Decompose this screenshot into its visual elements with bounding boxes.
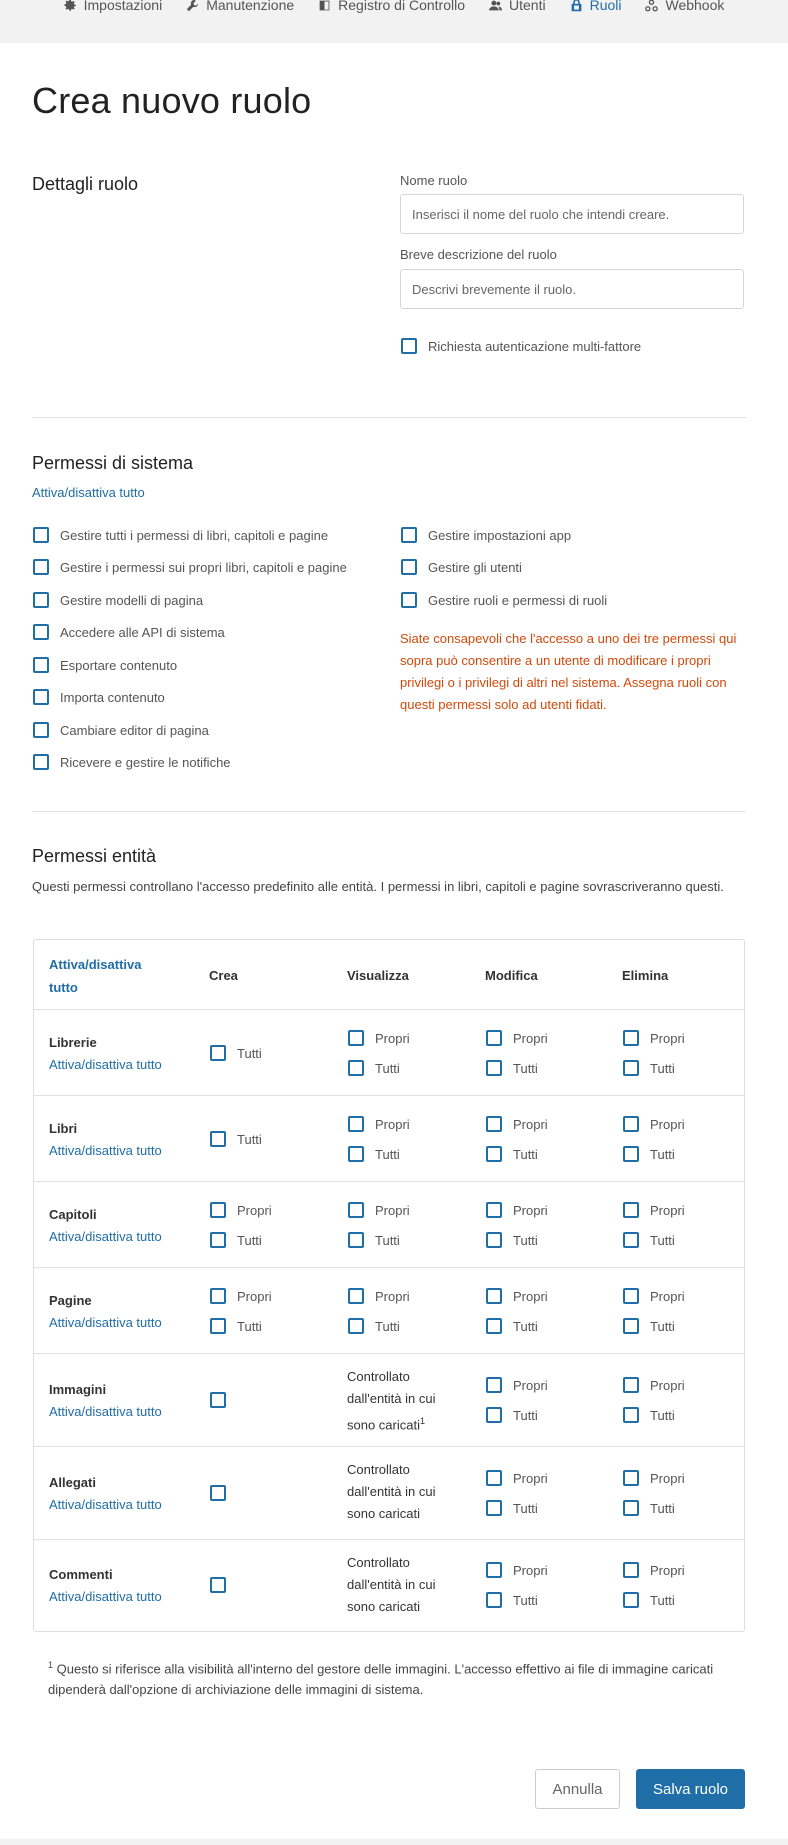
- table-row-divider: [34, 1446, 744, 1447]
- row-name-allegati: Allegati: [49, 1475, 96, 1490]
- own-label: Propri: [650, 1378, 685, 1393]
- table-row-divider: [34, 1539, 744, 1540]
- role-name-input[interactable]: [400, 194, 744, 234]
- row-toggle-all-link[interactable]: Attiva/disattiva tutto: [49, 1229, 162, 1244]
- table-row-divider: [34, 1009, 744, 1010]
- all-label: Tutti: [650, 1319, 675, 1334]
- capitoli-edit-all-checkbox[interactable]: [486, 1232, 502, 1248]
- permission-checkbox[interactable]: [33, 527, 49, 543]
- column-header-crea: Crea: [209, 968, 238, 983]
- all-label: Tutti: [650, 1408, 675, 1423]
- allegati-edit-all-checkbox[interactable]: [486, 1500, 502, 1516]
- allegati-create-checkbox[interactable]: [210, 1485, 226, 1501]
- allegati-delete-own-checkbox[interactable]: [623, 1470, 639, 1486]
- section-divider: [32, 417, 746, 418]
- immagini-edit-all-checkbox[interactable]: [486, 1407, 502, 1423]
- image-footnote: [48, 1655, 738, 1700]
- webhook-icon: [645, 0, 658, 12]
- own-label: Propri: [650, 1203, 685, 1218]
- pagine-delete-all-checkbox[interactable]: [623, 1318, 639, 1334]
- mfa-label: Richiesta autenticazione multi-fattore: [428, 339, 642, 354]
- tab-registro-di-controllo[interactable]: [318, 0, 465, 13]
- own-label: Propri: [650, 1117, 685, 1132]
- permission-label: Gestire i permessi sui propri libri, capitoli e pagine: [60, 560, 347, 575]
- all-label: Tutti: [513, 1233, 538, 1248]
- permission-checkbox[interactable]: [401, 559, 417, 575]
- libri-view-own-checkbox[interactable]: [348, 1116, 364, 1132]
- system-permissions-title: Permessi di sistema: [32, 453, 194, 473]
- librerie-edit-own-checkbox[interactable]: [486, 1030, 502, 1046]
- pagine-delete-own-checkbox[interactable]: [623, 1288, 639, 1304]
- role-description-input[interactable]: [400, 269, 744, 309]
- header-toggle-all-link[interactable]: Attiva/disattiva tutto: [49, 957, 142, 995]
- own-label: Propri: [650, 1289, 685, 1304]
- book-icon: [318, 0, 331, 12]
- system-toggle-all-link[interactable]: Attiva/disattiva tutto: [32, 485, 145, 500]
- capitoli-view-all-checkbox[interactable]: [348, 1232, 364, 1248]
- entity-permissions-title: Permessi entità: [32, 846, 157, 866]
- all-label: Tutti: [513, 1408, 538, 1423]
- all-label: Tutti: [237, 1132, 262, 1147]
- page-title: Crea nuovo ruolo: [32, 80, 312, 121]
- row-name-pagine: Pagine: [49, 1293, 92, 1308]
- capitoli-edit-own-checkbox[interactable]: [486, 1202, 502, 1218]
- permission-label: Gestire modelli di pagina: [60, 593, 204, 608]
- all-label: Tutti: [375, 1319, 400, 1334]
- permission-checkbox[interactable]: [33, 624, 49, 640]
- row-toggle-all-link[interactable]: Attiva/disattiva tutto: [49, 1315, 162, 1330]
- all-label: Tutti: [513, 1501, 538, 1516]
- capitoli-create-all-checkbox[interactable]: [210, 1232, 226, 1248]
- row-name-libri: Libri: [49, 1121, 78, 1136]
- column-header-visualizza: Visualizza: [347, 968, 409, 983]
- librerie-edit-all-checkbox[interactable]: [486, 1060, 502, 1076]
- immagini-delete-all-checkbox[interactable]: [623, 1407, 639, 1423]
- column-header-elimina: Elimina: [622, 968, 669, 983]
- gear-icon: [64, 0, 77, 12]
- own-label: Propri: [513, 1563, 548, 1578]
- table-row-divider: [34, 1267, 744, 1268]
- entity-permissions-description: Questi permessi controllano l'accesso predefinito alle entità. I permessi in libri, capitoli e pagine sovrascriveranno questi.: [32, 879, 724, 894]
- own-label: Propri: [513, 1203, 548, 1218]
- tab-impostazioni[interactable]: [64, 0, 163, 13]
- all-label: Tutti: [650, 1147, 675, 1162]
- permission-warning: Siate consapevoli che l'accesso a uno dei tre permessi qui sopra può consentire a un utente di modificare i propri privilegi o i privilegi di altri nel sistema. Assegna ruoli con questi permessi solo ad utenti fidati.: [400, 631, 737, 712]
- libri-delete-own-checkbox[interactable]: [623, 1116, 639, 1132]
- own-label: Propri: [650, 1031, 685, 1046]
- libri-create-all-checkbox[interactable]: [210, 1131, 226, 1147]
- libri-delete-all-checkbox[interactable]: [623, 1146, 639, 1162]
- permission-label: Gestire tutti i permessi di libri, capitoli e pagine: [60, 528, 329, 543]
- footnote-marker: 1: [48, 1660, 54, 1670]
- all-label: Tutti: [375, 1147, 400, 1162]
- details-section-title: Dettagli ruolo: [32, 174, 139, 194]
- row-toggle-all-link[interactable]: Attiva/disattiva tutto: [49, 1404, 162, 1419]
- librerie-view-all-checkbox[interactable]: [348, 1060, 364, 1076]
- row-name-capitoli: Capitoli: [49, 1207, 97, 1222]
- libri-edit-own-checkbox[interactable]: [486, 1116, 502, 1132]
- tab-label: Impostazioni: [83, 0, 163, 13]
- row-name-commenti: Commenti: [49, 1567, 113, 1582]
- settings-tabs: [64, 0, 725, 13]
- librerie-create-all-checkbox[interactable]: [210, 1045, 226, 1061]
- libri-edit-all-checkbox[interactable]: [486, 1146, 502, 1162]
- tab-label: Webhook: [665, 0, 725, 13]
- row-toggle-all-link[interactable]: Attiva/disattiva tutto: [49, 1143, 162, 1158]
- top-navigation: [0, 0, 788, 43]
- immagini-edit-own-checkbox[interactable]: [486, 1377, 502, 1393]
- all-label: Tutti: [650, 1061, 675, 1076]
- capitoli-create-own-checkbox[interactable]: [210, 1202, 226, 1218]
- row-toggle-all-link[interactable]: Attiva/disattiva tutto: [49, 1589, 162, 1604]
- permission-label: Gestire impostazioni app: [428, 528, 572, 543]
- permission-label: Gestire ruoli e permessi di ruoli: [428, 593, 608, 608]
- role-name-label: Nome ruolo: [400, 173, 468, 188]
- tab-ruoli[interactable]: [570, 0, 622, 13]
- permission-checkbox[interactable]: [33, 592, 49, 608]
- all-label: Tutti: [650, 1233, 675, 1248]
- tab-label: Ruoli: [589, 0, 622, 13]
- commenti-edit-own-checkbox[interactable]: [486, 1562, 502, 1578]
- capitoli-delete-own-checkbox[interactable]: [623, 1202, 639, 1218]
- librerie-delete-own-checkbox[interactable]: [623, 1030, 639, 1046]
- role-description-label: Breve descrizione del ruolo: [400, 247, 557, 262]
- librerie-view-own-checkbox[interactable]: [348, 1030, 364, 1046]
- lock-icon: [570, 0, 583, 12]
- commenti-delete-own-checkbox[interactable]: [623, 1562, 639, 1578]
- own-label: Propri: [513, 1289, 548, 1304]
- permission-label: Ricevere e gestire le notifiche: [60, 755, 231, 770]
- capitoli-view-own-checkbox[interactable]: [348, 1202, 364, 1218]
- permission-label: Cambiare editor di pagina: [60, 723, 209, 738]
- allegati-delete-all-checkbox[interactable]: [623, 1500, 639, 1516]
- pagine-create-all-checkbox[interactable]: [210, 1318, 226, 1334]
- tab-webhook[interactable]: [645, 0, 724, 13]
- all-label: Tutti: [650, 1593, 675, 1608]
- section-divider: [32, 811, 746, 812]
- permission-checkbox[interactable]: [33, 722, 49, 738]
- controlled-by-entity-text: Controllato dall'entità in cui sono caricati: [347, 1555, 436, 1614]
- capitoli-delete-all-checkbox[interactable]: [623, 1232, 639, 1248]
- wrench-icon: [186, 0, 199, 12]
- own-label: Propri: [375, 1031, 410, 1046]
- all-label: Tutti: [375, 1233, 400, 1248]
- own-label: Propri: [237, 1289, 272, 1304]
- tab-label: Manutenzione: [206, 0, 295, 13]
- immagini-delete-own-checkbox[interactable]: [623, 1377, 639, 1393]
- libri-view-all-checkbox[interactable]: [348, 1146, 364, 1162]
- permission-checkbox[interactable]: [401, 592, 417, 608]
- all-label: Tutti: [375, 1061, 400, 1076]
- permission-checkbox[interactable]: [33, 559, 49, 575]
- all-label: Tutti: [513, 1593, 538, 1608]
- all-label: Tutti: [237, 1233, 262, 1248]
- tab-label: Registro di Controllo: [338, 0, 465, 13]
- users-icon: [489, 0, 502, 12]
- permission-label: Esportare contenuto: [60, 658, 178, 673]
- permission-checkbox[interactable]: [33, 754, 49, 770]
- commenti-create-checkbox[interactable]: [210, 1577, 226, 1593]
- table-row-divider: [34, 1095, 744, 1096]
- commenti-edit-all-checkbox[interactable]: [486, 1592, 502, 1608]
- all-label: Tutti: [513, 1319, 538, 1334]
- footnote-text: Questo si riferisce alla visibilità all'interno del gestore delle immagini. L'accesso effettivo ai file di immagine caricati dipenderà dall'opzione di archiviazione delle immagini di sistema.: [48, 1661, 714, 1698]
- pagine-edit-all-checkbox[interactable]: [486, 1318, 502, 1334]
- controlled-text: Controllato dall'entità in cui sono caricati: [347, 1369, 436, 1433]
- all-label: Tutti: [237, 1319, 262, 1334]
- cancel-button[interactable]: Annulla: [535, 1769, 620, 1809]
- tab-manutenzione[interactable]: [186, 0, 294, 13]
- permission-checkbox[interactable]: [33, 657, 49, 673]
- own-label: Propri: [513, 1031, 548, 1046]
- own-label: Propri: [513, 1378, 548, 1393]
- own-label: Propri: [375, 1289, 410, 1304]
- permission-label: Gestire gli utenti: [428, 560, 522, 575]
- permission-checkbox[interactable]: [401, 527, 417, 543]
- table-row-divider: [34, 1181, 744, 1182]
- mfa-checkbox[interactable]: [401, 338, 417, 354]
- permission-label: Importa contenuto: [60, 690, 165, 705]
- librerie-delete-all-checkbox[interactable]: [623, 1060, 639, 1076]
- permission-label: Accedere alle API di sistema: [60, 625, 225, 640]
- own-label: Propri: [513, 1117, 548, 1132]
- allegati-edit-own-checkbox[interactable]: [486, 1470, 502, 1486]
- row-toggle-all-link[interactable]: Attiva/disattiva tutto: [49, 1497, 162, 1512]
- own-label: Propri: [237, 1203, 272, 1218]
- row-name-immagini: Immagini: [49, 1382, 107, 1397]
- all-label: Tutti: [237, 1046, 262, 1061]
- tab-label: Utenti: [509, 0, 546, 13]
- own-label: Propri: [650, 1563, 685, 1578]
- footnote-marker: 1: [419, 1416, 425, 1426]
- table-row-divider: [34, 1353, 744, 1354]
- controlled-by-entity-text: Controllato dall'entità in cui sono caricati: [347, 1462, 436, 1521]
- save-role-button[interactable]: Salva ruolo: [636, 1769, 745, 1809]
- pagine-view-own-checkbox[interactable]: [348, 1288, 364, 1304]
- permission-checkbox[interactable]: [33, 689, 49, 705]
- own-label: Propri: [650, 1471, 685, 1486]
- tab-utenti[interactable]: [489, 0, 546, 13]
- own-label: Propri: [375, 1203, 410, 1218]
- row-toggle-all-link[interactable]: Attiva/disattiva tutto: [49, 1057, 162, 1072]
- all-label: Tutti: [650, 1501, 675, 1516]
- controlled-by-entity-text: [347, 1366, 457, 1436]
- pagine-view-all-checkbox[interactable]: [348, 1318, 364, 1334]
- pagine-edit-own-checkbox[interactable]: [486, 1288, 502, 1304]
- own-label: Propri: [375, 1117, 410, 1132]
- commenti-delete-all-checkbox[interactable]: [623, 1592, 639, 1608]
- all-label: Tutti: [513, 1147, 538, 1162]
- pagine-create-own-checkbox[interactable]: [210, 1288, 226, 1304]
- all-label: Tutti: [513, 1061, 538, 1076]
- immagini-create-checkbox[interactable]: [210, 1392, 226, 1408]
- row-name-librerie: Librerie: [49, 1035, 97, 1050]
- column-header-modifica: Modifica: [485, 968, 538, 983]
- own-label: Propri: [513, 1471, 548, 1486]
